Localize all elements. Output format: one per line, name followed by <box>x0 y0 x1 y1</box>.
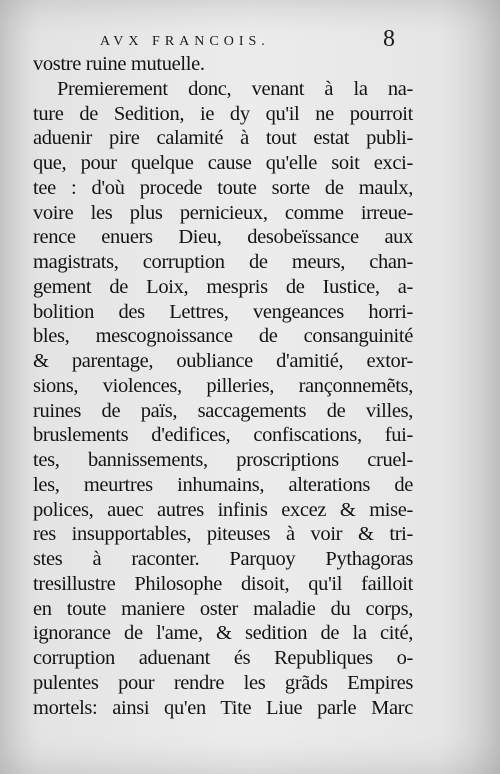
text-line: aduenir pire calamité à tout estat publi- <box>33 127 413 150</box>
text-line: bles, mescognoissance de consanguinité <box>33 325 413 348</box>
text-line: magistrats, corruption de meurs, chan- <box>33 251 413 273</box>
text-line: Premierement donc, venant à la na- <box>57 77 413 100</box>
text-line: tes, bannissements, proscriptions cruel- <box>33 449 413 471</box>
text-line: en toute maniere oster maladie du corps, <box>33 597 413 620</box>
text-line: gement de Loix, mespris de Iustice, a- <box>33 275 413 298</box>
text-line: vostre ruine mutuelle. <box>33 53 205 75</box>
page-number: 8 <box>383 26 395 52</box>
text-line: rence enuers Dieu, desobeïssance aux <box>33 226 413 249</box>
text-line: res insupportables, piteuses à voir & tri- <box>33 523 413 546</box>
text-line: tresillustre Philosophe disoit, qu'il failloit <box>33 572 413 595</box>
text-line: tee : d'où procede toute sorte de maulx, <box>33 176 413 199</box>
text-line: ignorance de l'ame, & sedition de la cité, <box>33 622 413 645</box>
text-line: ture de Sedition, ie dy qu'il ne pourroit <box>33 102 413 125</box>
text-line: ruines de païs, saccagements de villes, <box>33 399 413 422</box>
text-line: polices, auec autres infinis excez & mise- <box>33 498 413 521</box>
text-line: que, pour quelque cause qu'elle soit exci- <box>33 152 413 174</box>
body-text <box>33 52 413 720</box>
text-line: pulentes pour rendre les grãds Empires <box>33 671 413 694</box>
text-line: sions, violences, pilleries, rançonnemẽts, <box>33 374 413 397</box>
text-line: bruslements d'edifices, confiscations, fui- <box>33 424 413 447</box>
text-line: mortels: ainsi qu'en Tite Liue parle Marc <box>33 696 413 719</box>
text-line: corruption aduenant és Republiques o- <box>33 647 413 669</box>
running-title: AVX FRANCOIS. <box>100 34 270 49</box>
text-line: voire les plus pernicieux, comme irreue- <box>33 201 413 224</box>
text-line: les, meurtres inhumains, alterations de <box>33 473 413 496</box>
text-line: bolition des Lettres, vengeances horri- <box>33 300 413 323</box>
text-line: stes à raconter. Parquoy Pythagoras <box>33 548 413 570</box>
text-line: & parentage, oubliance d'amitié, extor- <box>33 350 413 372</box>
